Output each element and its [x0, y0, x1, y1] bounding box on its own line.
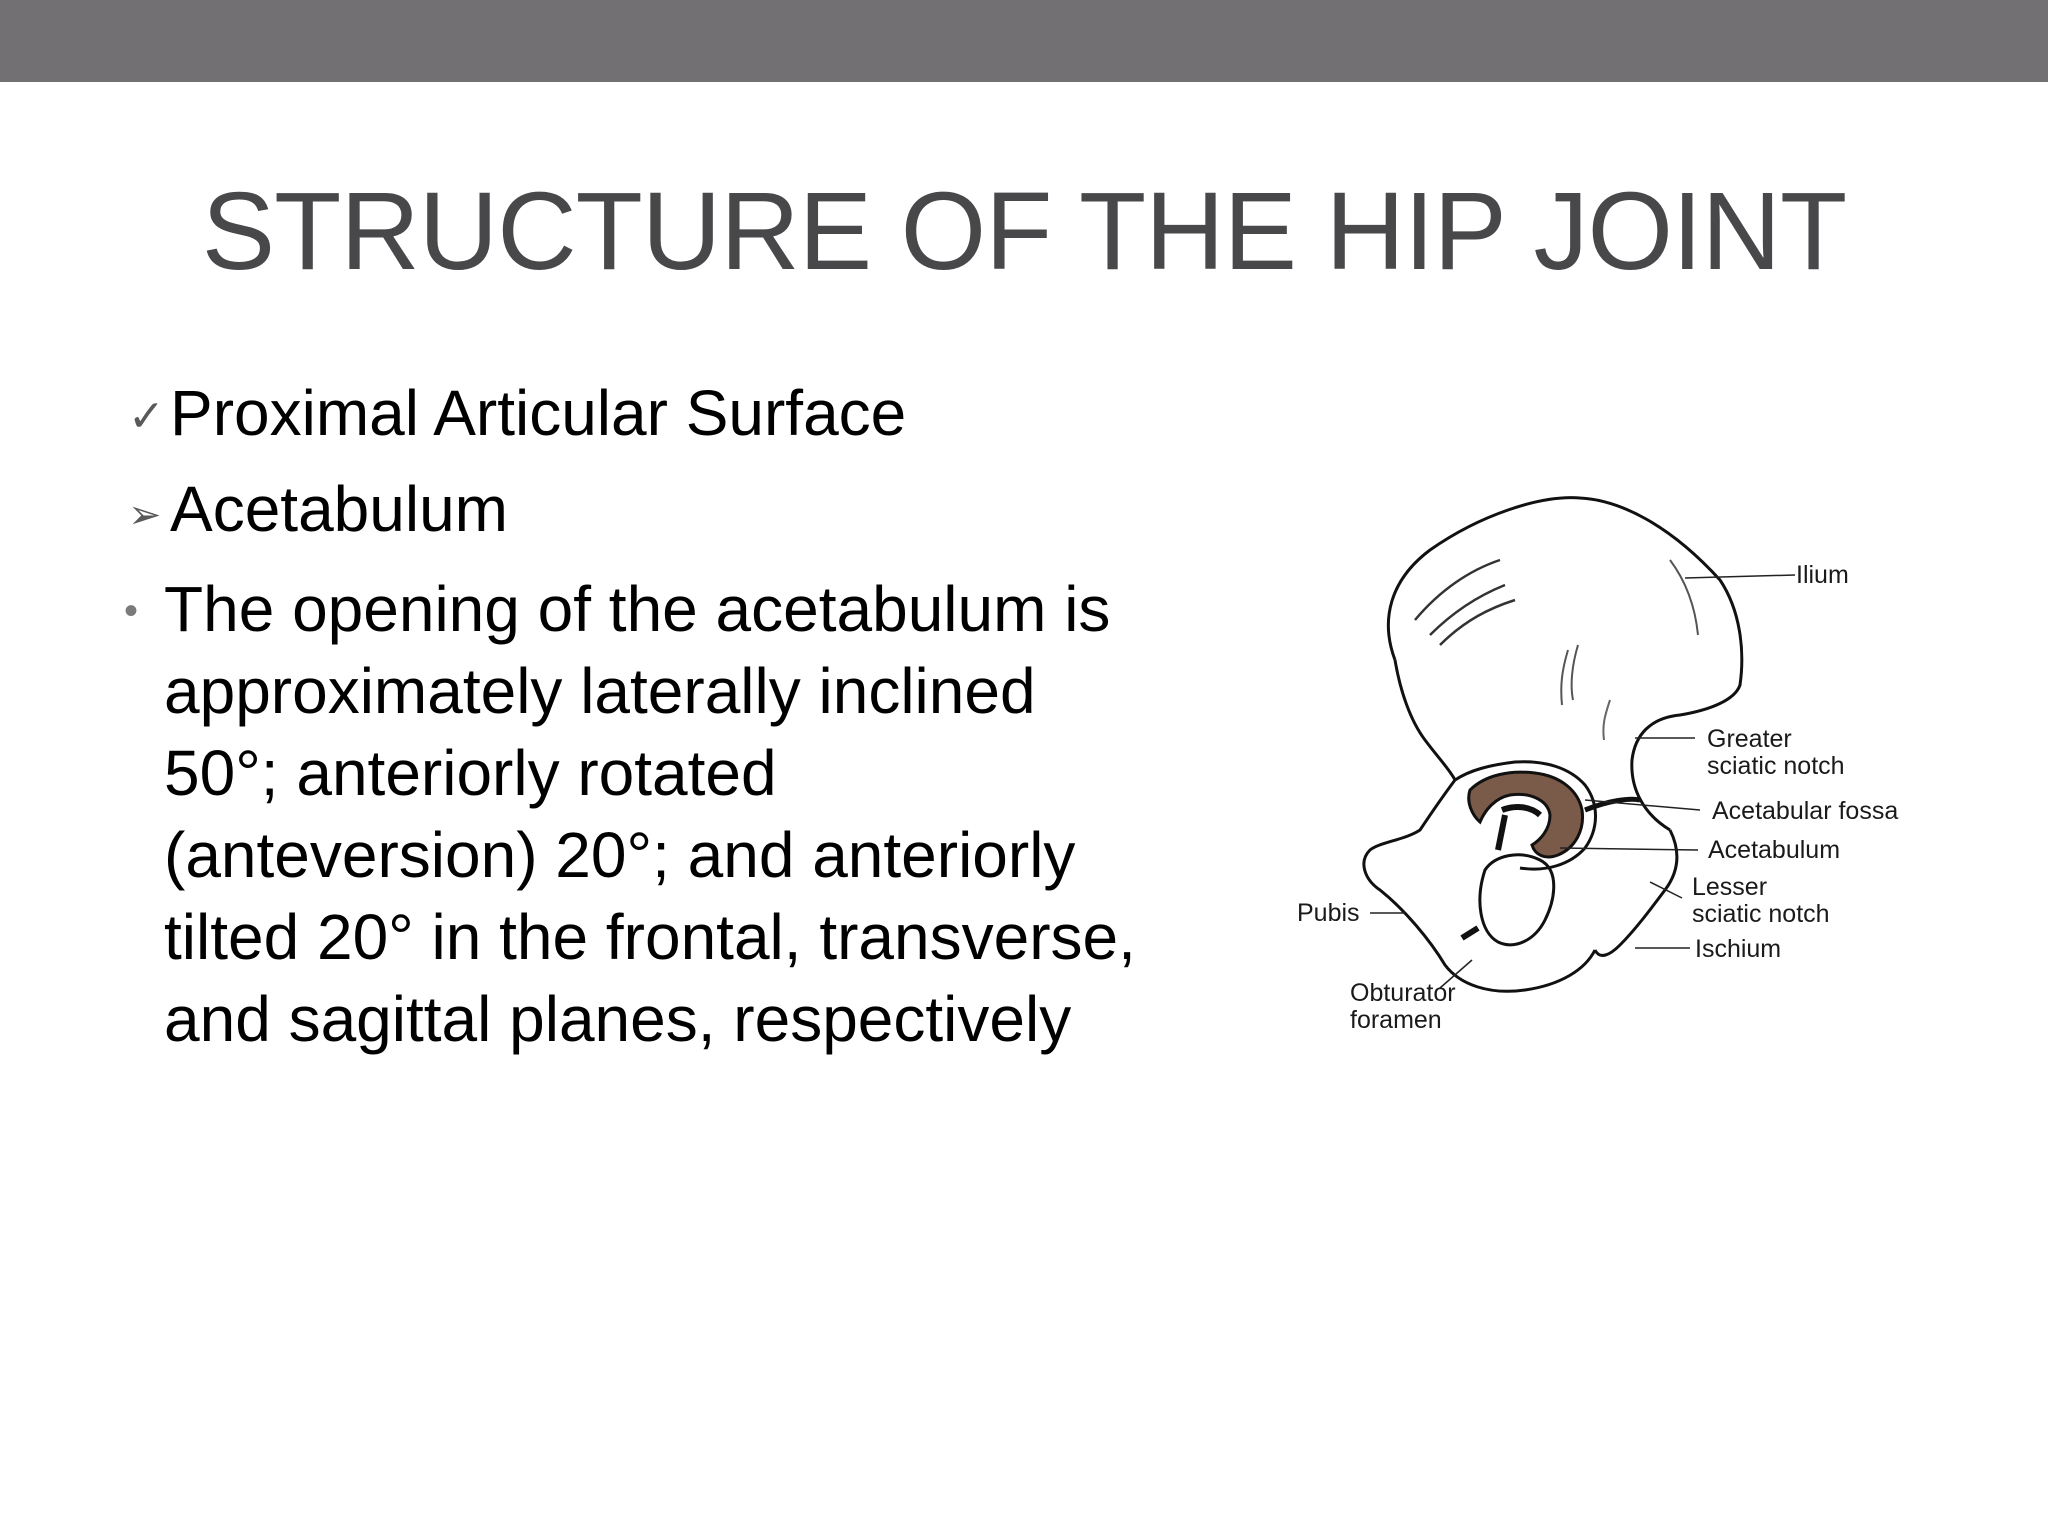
label-ischium: Ischium	[1695, 935, 1782, 963]
bullet-item	[124, 372, 1234, 468]
label-acetabulum: Acetabulum	[1708, 836, 1841, 864]
label-acetabular-fossa: Acetabular fossa	[1712, 797, 1899, 825]
bullet-text: Proximal Articular Surface	[170, 377, 907, 449]
leader-ilium	[1685, 575, 1795, 578]
leader-lesser-sciatic	[1650, 882, 1682, 898]
arrow-bullet-icon: ➢	[128, 493, 162, 537]
top-bar	[0, 0, 2048, 82]
pubic-ramus-mark	[1462, 928, 1478, 938]
slide-title: STRUCTURE OF THE HIP JOINT	[201, 170, 1847, 293]
label-ilium: Ilium	[1796, 561, 1849, 589]
bullet-item	[124, 468, 1234, 568]
checkmark-icon: ✓	[128, 392, 165, 441]
ilium-crest-shading	[1415, 560, 1515, 645]
bullet-text: Acetabulum	[170, 473, 508, 545]
bullet-list	[124, 372, 1234, 1060]
label-pubis: Pubis	[1297, 899, 1360, 927]
label-obturator-foramen: Obturator foramen	[1350, 979, 1456, 1034]
bullet-text: The opening of the acetabulum is approximately laterally inclined 50°; anteriorly rotated (anteversion) 20°; and anteriorly tilted 20° in the frontal, transverse, and sagittal planes, respectively	[164, 573, 1136, 1055]
ilium-texture	[1603, 700, 1610, 740]
bullet-item	[124, 568, 1234, 1060]
acetabular-fossa	[1469, 772, 1583, 857]
ilium-anterior-border	[1395, 660, 1455, 780]
label-lesser-sciatic-notch: Lesser sciatic notch	[1692, 873, 1830, 928]
hip-bone-diagram	[1240, 470, 1940, 1070]
dot-bullet-icon: •	[124, 589, 139, 633]
ilium-surface-lines	[1561, 560, 1698, 705]
label-greater-sciatic-notch: Greater sciatic notch	[1707, 725, 1845, 780]
